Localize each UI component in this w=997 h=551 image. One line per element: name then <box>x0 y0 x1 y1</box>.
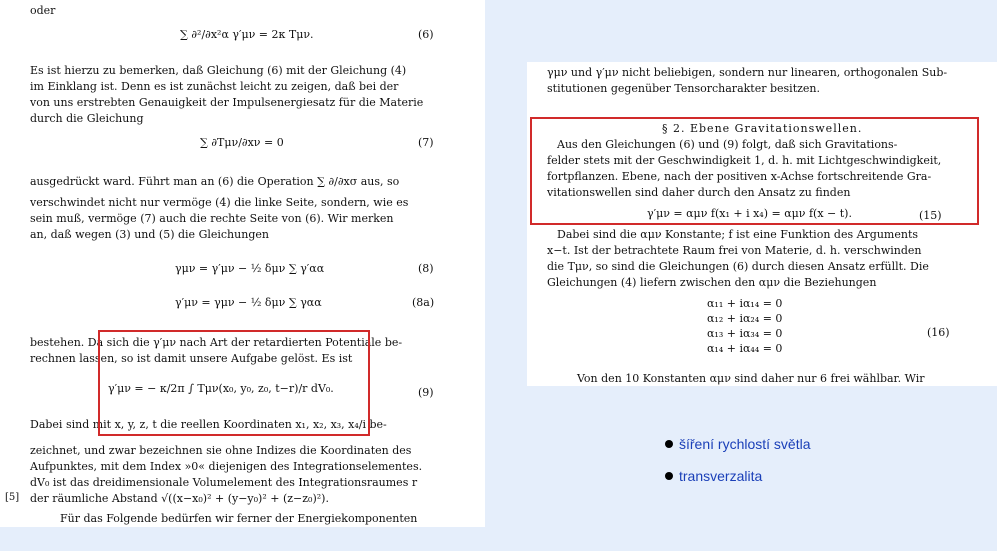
text-line: vitationswellen sind daher durch den Ansatz zu finden <box>547 186 851 199</box>
highlight-box-retarded-potentials <box>98 330 370 436</box>
text-line: Gleichungen (4) liefern zwischen den αμν die Beziehungen <box>547 276 877 289</box>
text-line: Für das Folgende bedürfen wir ferner der Energiekomponenten <box>60 512 418 525</box>
equation-number: (16) <box>927 326 950 339</box>
equation-number: (9) <box>418 386 434 399</box>
text-line: dV₀ ist das dreidimensionale Volumelement des Integrationsraumes r <box>30 476 418 489</box>
bullet-list <box>665 428 811 492</box>
equation-number: (15) <box>919 209 942 222</box>
equation-6: ∑ ∂²/∂x²α γ′μν = 2κ Tμν. <box>180 28 314 41</box>
equation-7: ∑ ∂Tμν/∂xν = 0 <box>200 136 284 149</box>
list-item <box>665 460 811 492</box>
equation-number: (6) <box>418 28 434 41</box>
text-line: von uns erstrebten Genauigkeit der Impulsenergiesatz für die Materie <box>30 96 424 109</box>
text-line: γμν und γ′μν nicht beliebigen, sondern nur linearen, orthogonalen Sub- <box>547 66 948 79</box>
text-line: zeichnet, und zwar bezeichnen sie ohne Indizes die Koordinaten des <box>30 444 412 457</box>
text-line: Von den 10 Konstanten αμν sind daher nur 6 frei wählbar. Wir <box>577 372 925 385</box>
left-page-scan <box>0 0 485 527</box>
equation-8: γμν = γ′μν − ½ δμν ∑ γ′αα <box>175 262 325 275</box>
bullet-text: šíření rychlostí světla <box>679 436 811 452</box>
text-line: stitutionen gegenüber Tensorcharakter besitzen. <box>547 82 820 95</box>
equation-9: γ′μν = − κ/2π ∫ Tμν(x₀, y₀, z₀, t−r)/r dV₀. <box>108 382 334 395</box>
text-line: x−t. Ist der betrachtete Raum frei von Materie, d. h. verschwinden <box>547 244 922 257</box>
text-line: an, daß wegen (3) und (5) die Gleichungen <box>30 228 269 241</box>
equation-8a: γ′μν = γμν − ½ δμν ∑ γαα <box>175 296 322 309</box>
list-item <box>665 428 811 460</box>
text-line: Dabei sind mit x, y, z, t die reellen Koordinaten x₁, x₂, x₃, x₄/i be- <box>30 418 387 431</box>
bullet-icon <box>665 440 673 448</box>
margin-reference: [5] <box>5 492 20 503</box>
bullet-text: transverzalita <box>679 468 763 484</box>
text-line: oder <box>30 4 56 17</box>
equation-number: (8) <box>418 262 434 275</box>
text-line: felder stets mit der Geschwindigkeit 1, d. h. mit Lichtgeschwindigkeit, <box>547 154 942 167</box>
text-line: der räumliche Abstand √((x−x₀)² + (y−y₀)² + (z−z₀)²). <box>30 492 329 505</box>
text-line: durch die Gleichung <box>30 112 144 125</box>
bullet-icon <box>665 472 673 480</box>
text-line: sein muß, vermöge (7) auch die rechte Seite von (6). Wir merken <box>30 212 394 225</box>
text-line: Es ist hierzu zu bemerken, daß Gleichung (6) mit der Gleichung (4) <box>30 64 407 77</box>
text-line: fortpflanzen. Ebene, nach der positiven x-Achse fortschreitende Gra- <box>547 170 932 183</box>
text-line: die Tμν, so sind die Gleichungen (6) durch diesen Ansatz erfüllt. Die <box>547 260 929 273</box>
equation-number: (8a) <box>412 296 435 309</box>
text-line: bestehen. Da sich die γ′μν nach Art der retardierten Potentiale be- <box>30 336 403 349</box>
text-line: ausgedrückt ward. Führt man an (6) die Operation ∑ ∂/∂xσ aus, so <box>30 175 400 188</box>
highlight-box-plane-waves <box>530 117 979 225</box>
text-line: verschwindet nicht nur vermöge (4) die linke Seite, sondern, wie es <box>30 196 409 209</box>
equation-number: (7) <box>418 136 434 149</box>
text-line: Aufpunktes, mit dem Index »0« diejenigen des Integrationselementes. <box>30 460 423 473</box>
equation-15: γ′μν = αμν f(x₁ + i x₄) = αμν f(x − t). <box>647 207 852 220</box>
section-heading: § 2. Ebene Gravitationswellen. <box>662 122 863 135</box>
text-line: im Einklang ist. Denn es ist zunächst leicht zu zeigen, daß bei der <box>30 80 399 93</box>
equation-16: α₁₁ + iα₁₄ = 0 α₁₂ + iα₂₄ = 0 α₁₃ + iα₃₄ = 0 α₁₄ + iα₄₄ = 0 <box>707 297 783 355</box>
text-line: Aus den Gleichungen (6) und (9) folgt, daß sich Gravitations- <box>557 138 898 151</box>
text-line: Dabei sind die αμν Konstante; f ist eine Funktion des Arguments <box>557 228 919 241</box>
text-line: rechnen lassen, so ist damit unsere Aufgabe gelöst. Es ist <box>30 352 353 365</box>
